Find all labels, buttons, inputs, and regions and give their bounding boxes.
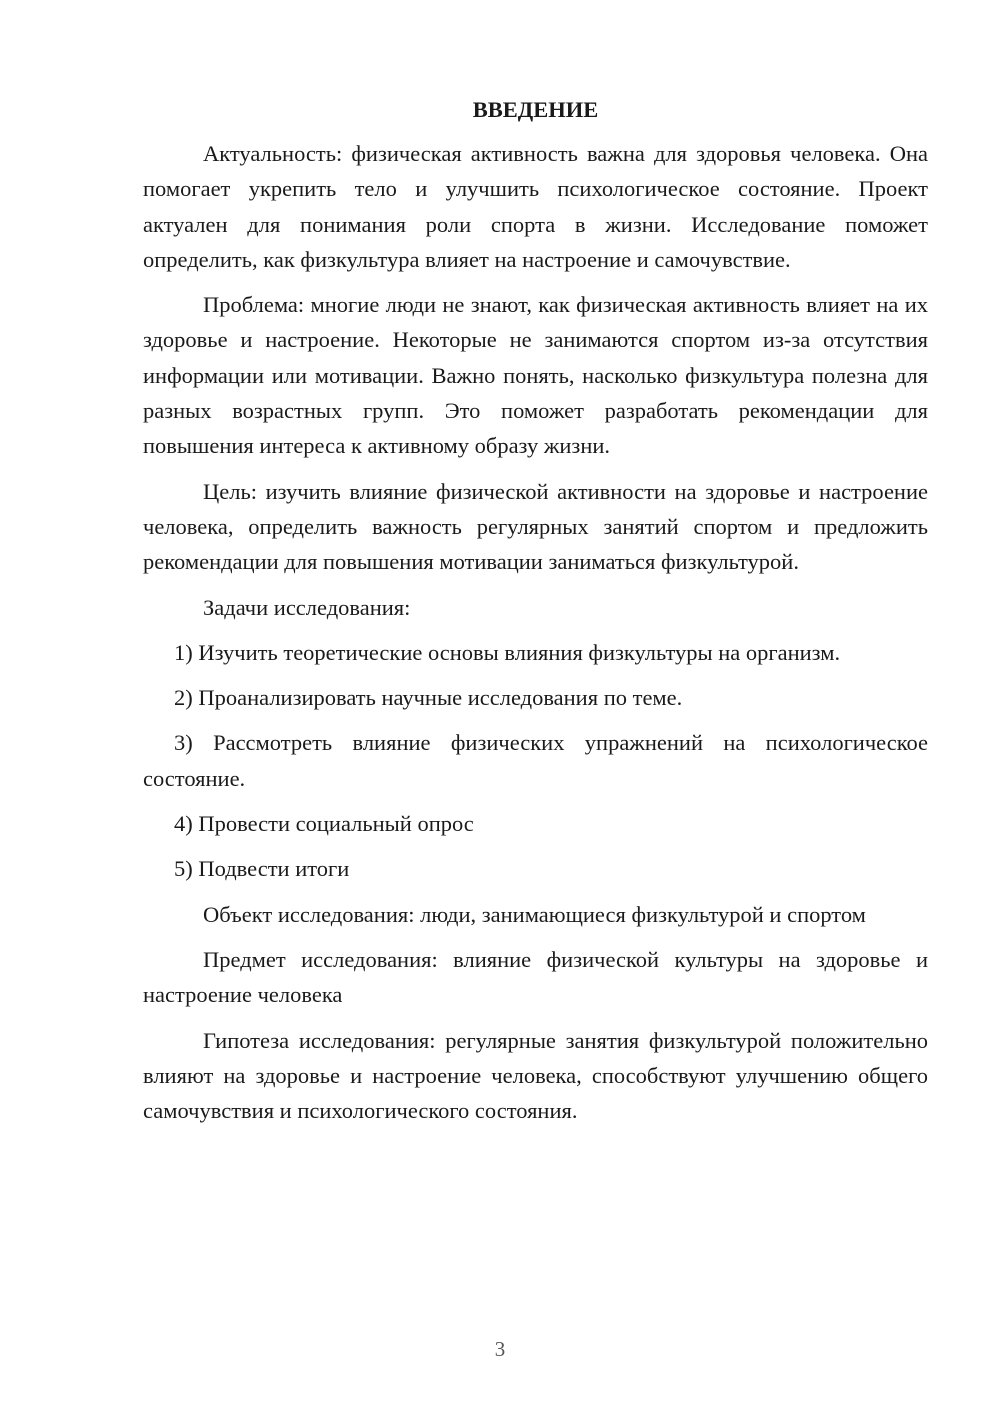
- paragraph-subject: Предмет исследования: влияние физической культуры на здоровье и настроение человека: [143, 946, 928, 1008]
- paragraph-goal: Цель: изучить влияние физической активности на здоровье и настроение человека, определить важность регулярных занятий спортом и предложить рекомендации для повышения мотивации заниматься физкультурой.: [143, 478, 928, 575]
- task-item-1: 1) Изучить теоретические основы влияния физкультуры на организм.: [174, 639, 841, 665]
- document-page: [143, 92, 928, 1138]
- paragraph-hypothesis: Гипотеза исследования: регулярные занятия физкультурой положительно влияют на здоровье и настроение человека, способствуют улучшению общего самочувствия и психологического состояния.: [143, 1027, 928, 1124]
- task-item-4: 4) Провести социальный опрос: [174, 811, 474, 837]
- page-number: 3: [494, 1337, 506, 1361]
- task-item-5: 5) Подвести итоги: [174, 856, 350, 882]
- tasks-list: [143, 635, 928, 887]
- paragraph-object: Объект исследования: люди, занимающиеся физкультурой и спортом: [203, 901, 866, 927]
- paragraph-relevance: Актуальность: физическая активность важна для здоровья человека. Она помогает укрепить тело и улучшить психологическое состояние. Проект актуален для понимания роли спорта в жизни. Исследование поможет определить, как физкультура влияет на настроение и самочувствие.: [143, 141, 928, 272]
- tasks-heading: Задачи исследования:: [203, 594, 411, 620]
- paragraph-problem: Проблема: многие люди не знают, как физическая активность влияет на их здоровье и настроение. Некоторые не занимаются спортом из-за отсутствия информации или мотивации. Важно понять, насколько физкультура полезна для разных возрастных групп. Это поможет разработать рекомендации для повышения интереса к активному образу жизни.: [143, 292, 928, 459]
- task-item-3: 3) Рассмотреть влияние физических упражнений на психологическое состояние.: [143, 730, 928, 791]
- task-item-2: 2) Проанализировать научные исследования по теме.: [174, 685, 683, 711]
- section-title: ВВЕДЕНИЕ: [472, 97, 599, 122]
